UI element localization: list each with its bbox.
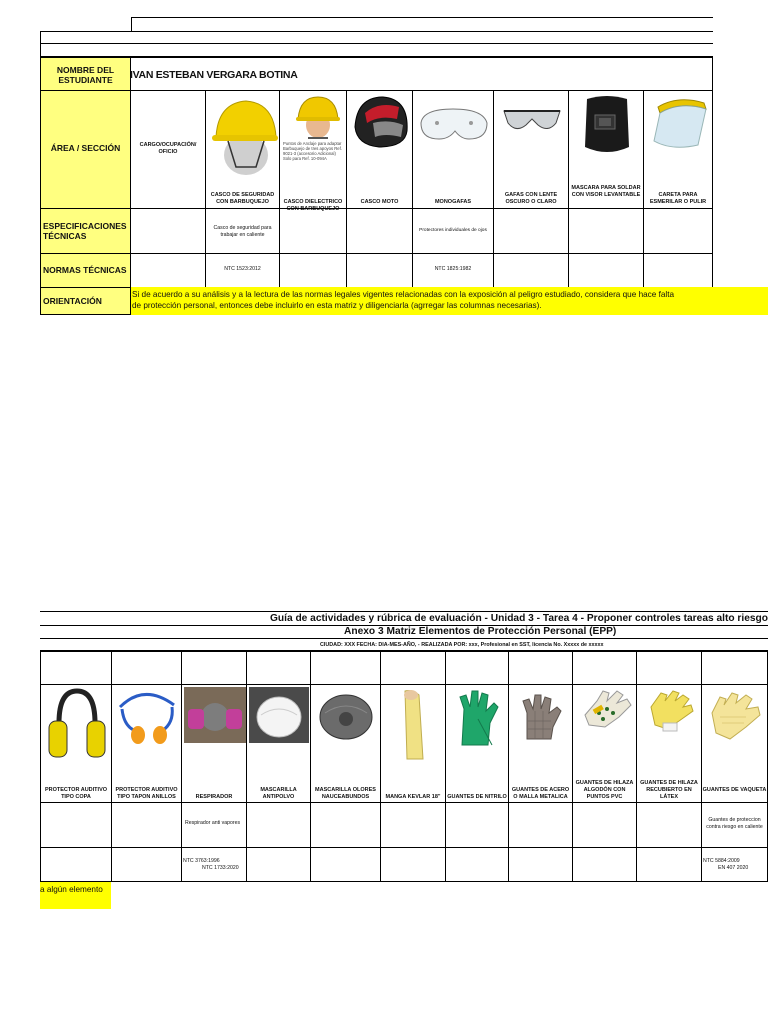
spec-cell [181,802,247,848]
norm-text: NTC 3763:1996 [183,858,220,864]
item-hard-hat [205,90,280,209]
item-name: GUANTES DE NITRILO [447,794,507,800]
guide-title: Guía de actividades y rúbrica de evaluación - Unidad 3 - Tarea 4 - Proponer controles tareas alto riesgo [269,613,768,624]
norm-text: NTC 5884:2009 [703,858,740,864]
earmuff-icon [45,687,109,765]
norm-cell [346,253,413,288]
norm-cell [181,847,247,882]
norm-cell [493,253,569,288]
item-earmuff [40,684,112,803]
student-label-cell [40,57,131,91]
blank-cell [701,651,768,685]
orient-text-line1: Si de acuerdo a su análisis y a la lectura de las normas legales vigentes relacionadas con la exposición al peligro estudiado, considera que hace falta [132,290,675,299]
student-name-cell [130,57,713,91]
motorcycle-helmet-icon [349,93,411,151]
specs-cargo-cell [130,208,206,254]
item-leather-glove [701,684,768,803]
item-mesh-glove [508,684,573,803]
norm-cell [636,847,702,882]
specs-label: ESPECIFICACIONES TÉCNICAS [43,221,127,241]
spec-cell [701,802,768,848]
spec-cell [111,802,182,848]
item-name: MASCARILLA OLORES NAUCEABUNDOS [315,787,376,800]
norm-cell [572,847,637,882]
item-name: MONOGAFAS [434,199,472,205]
norm-text-2: NTC 1733:2020 [202,865,239,871]
item-name: GUANTES DE HILAZA ALGODÓN CON PUNTOS PVC [575,780,634,800]
student-name: IVAN ESTEBAN VERGARA BOTINA [130,69,298,81]
odor-mask-icon [315,689,377,741]
item-latex-glove [636,684,702,803]
item-name: PROTECTOR AUDITIVO TIPO TAPON ANILLOS [115,787,178,800]
dust-mask-icon [249,687,309,743]
spec-cell [636,802,702,848]
leather-glove-icon [706,687,764,743]
item-respirator [181,684,247,803]
item-name: MANGA KEVLAR 18" [385,794,441,800]
norm-cell [279,253,347,288]
latex-glove-icon [643,687,697,733]
item-dielectric-helmet [279,90,347,212]
item-nitrile-glove [445,684,509,803]
norms-cargo-cell [130,253,206,288]
norm-cell [380,847,446,882]
spec-text: Respirador anti vapores [185,820,241,826]
orient-label-cell [40,287,131,315]
norm-text-2: EN 407 2020 [718,865,749,871]
item-name: GUANTES DE ACERO O MALLA METALICA [511,787,570,800]
item-dotted-glove [572,684,637,803]
spec-cell [246,802,311,848]
item-safety-glasses [493,90,569,209]
blank-cell [111,651,182,685]
norm-cell [111,847,182,882]
item-goggles [412,90,494,209]
norm-cell [40,847,112,882]
norm-text: NTC 1523:2012 [224,266,261,272]
item-dust-mask [246,684,311,803]
spec-cell [643,208,713,254]
annex-subtitle: CIUDAD: XXX FECHA: DIA-MES-AÑO, - REALIZADA POR: xxx, Profesional en SST, licencia No. Xxxxx de xxxxx [320,642,604,648]
item-name: PROTECTOR AUDITIVO TIPO COPA [44,787,108,800]
orient-tail-text: a algún elemento [40,885,103,894]
safety-glasses-icon [500,103,564,137]
dotted-glove-icon [579,687,633,731]
item-name: GAFAS CON LENTE OSCURO O CLARO [504,192,558,205]
spec-cell [346,208,413,254]
norm-cell [508,847,573,882]
welding-mask-icon [577,93,637,157]
norm-cell [412,253,494,288]
hard-hat-icon [208,93,278,177]
face-shield-icon [648,93,710,151]
spec-cell [568,208,644,254]
item-face-shield [643,90,713,209]
blank-cell [380,651,446,685]
norm-cell [445,847,509,882]
spec-cell [310,802,381,848]
item-earplug [111,684,182,803]
blank-cell [40,651,112,685]
blank-cell [246,651,311,685]
cargo-cell [130,90,206,209]
norm-cell [205,253,280,288]
spec-text: Casco de seguridad para trabajar en caliente [213,225,272,238]
norm-text: NTC 1825:1982 [434,266,472,272]
mesh-glove-icon [515,691,567,741]
spec-text: Protectores individuales de ojos [419,228,487,233]
norms-label: NORMAS TÉCNICAS [43,265,127,275]
spec-cell [508,802,573,848]
blank-cell [508,651,573,685]
item-name: MASCARILLA ANTIPOLVO [260,787,297,800]
orient-tail-box [40,882,111,909]
specs-label-cell [40,208,131,254]
blank-cell [572,651,637,685]
blank-cell [636,651,702,685]
orient-label: ORIENTACIÓN [43,296,102,306]
respirator-icon [184,687,246,743]
norm-cell [643,253,713,288]
spec-cell [445,802,509,848]
item-name: CASCO DE SEGURIDAD CON BARBUQUEJO [210,192,275,205]
spec-cell [40,802,112,848]
norm-cell [701,847,768,882]
item-name: MASCARA PARA SOLDAR CON VISOR LEVANTABLE [571,185,641,198]
earplug-icon [114,687,180,747]
spec-cell [205,208,280,254]
cargo-label: CARGO/OCUPACIÓN/ OFICIO [139,142,197,155]
blank-cell [181,651,247,685]
nitrile-glove-icon [454,689,502,747]
item-name: RESPIRADOR [195,794,233,800]
area-label: ÁREA / SECCIÓN [50,143,121,153]
area-label-cell [40,90,131,209]
spec-cell [572,802,637,848]
helmet-note: Puntos de Anclaje para adaptar Barbuquejo de tres apoyos Ref. 9021-3 (accesorio Adicional) Solo para Ref. 10-094A [283,141,342,161]
orient-text-line2: de protección personal, entonces debe incluirlo en esta matriz y diligenciarla (agrregar las columnas necesarias). [132,301,542,310]
annex-title: Anexo 3 Matriz Elementos de Protección Personal (EPP) [344,626,617,637]
item-name: CASCO MOTO [360,199,399,205]
item-motorcycle-helmet [346,90,413,209]
spec-cell [493,208,569,254]
orient-text-box [131,287,768,315]
spec-text: Guantes de proteccion contra riesgo en caliente [706,817,763,830]
norm-cell [568,253,644,288]
item-name: CASCO DIELECTRICO CON BARBUQUEJO [283,199,343,212]
item-kevlar-sleeve [380,684,446,803]
item-name: GUANTES DE HILAZA RECUBIERTO EN LÁTEX [640,780,698,800]
item-odor-mask [310,684,381,803]
blank-cell [445,651,509,685]
dielectric-helmet-icon [284,93,344,139]
goggles-icon [417,105,491,145]
norms-label-cell [40,253,131,288]
kevlar-sleeve-icon [397,689,431,761]
spec-cell [412,208,494,254]
norm-cell [246,847,311,882]
item-welding-mask [568,90,644,209]
norm-cell [310,847,381,882]
item-name: GUANTES DE VAQUETA [702,787,767,793]
item-name: CARETA PARA ESMERILAR O PULIR [649,192,707,205]
student-label: NOMBRE DEL ESTUDIANTE [56,65,115,85]
spec-cell [279,208,347,254]
blank-cell [310,651,381,685]
spec-cell [380,802,446,848]
